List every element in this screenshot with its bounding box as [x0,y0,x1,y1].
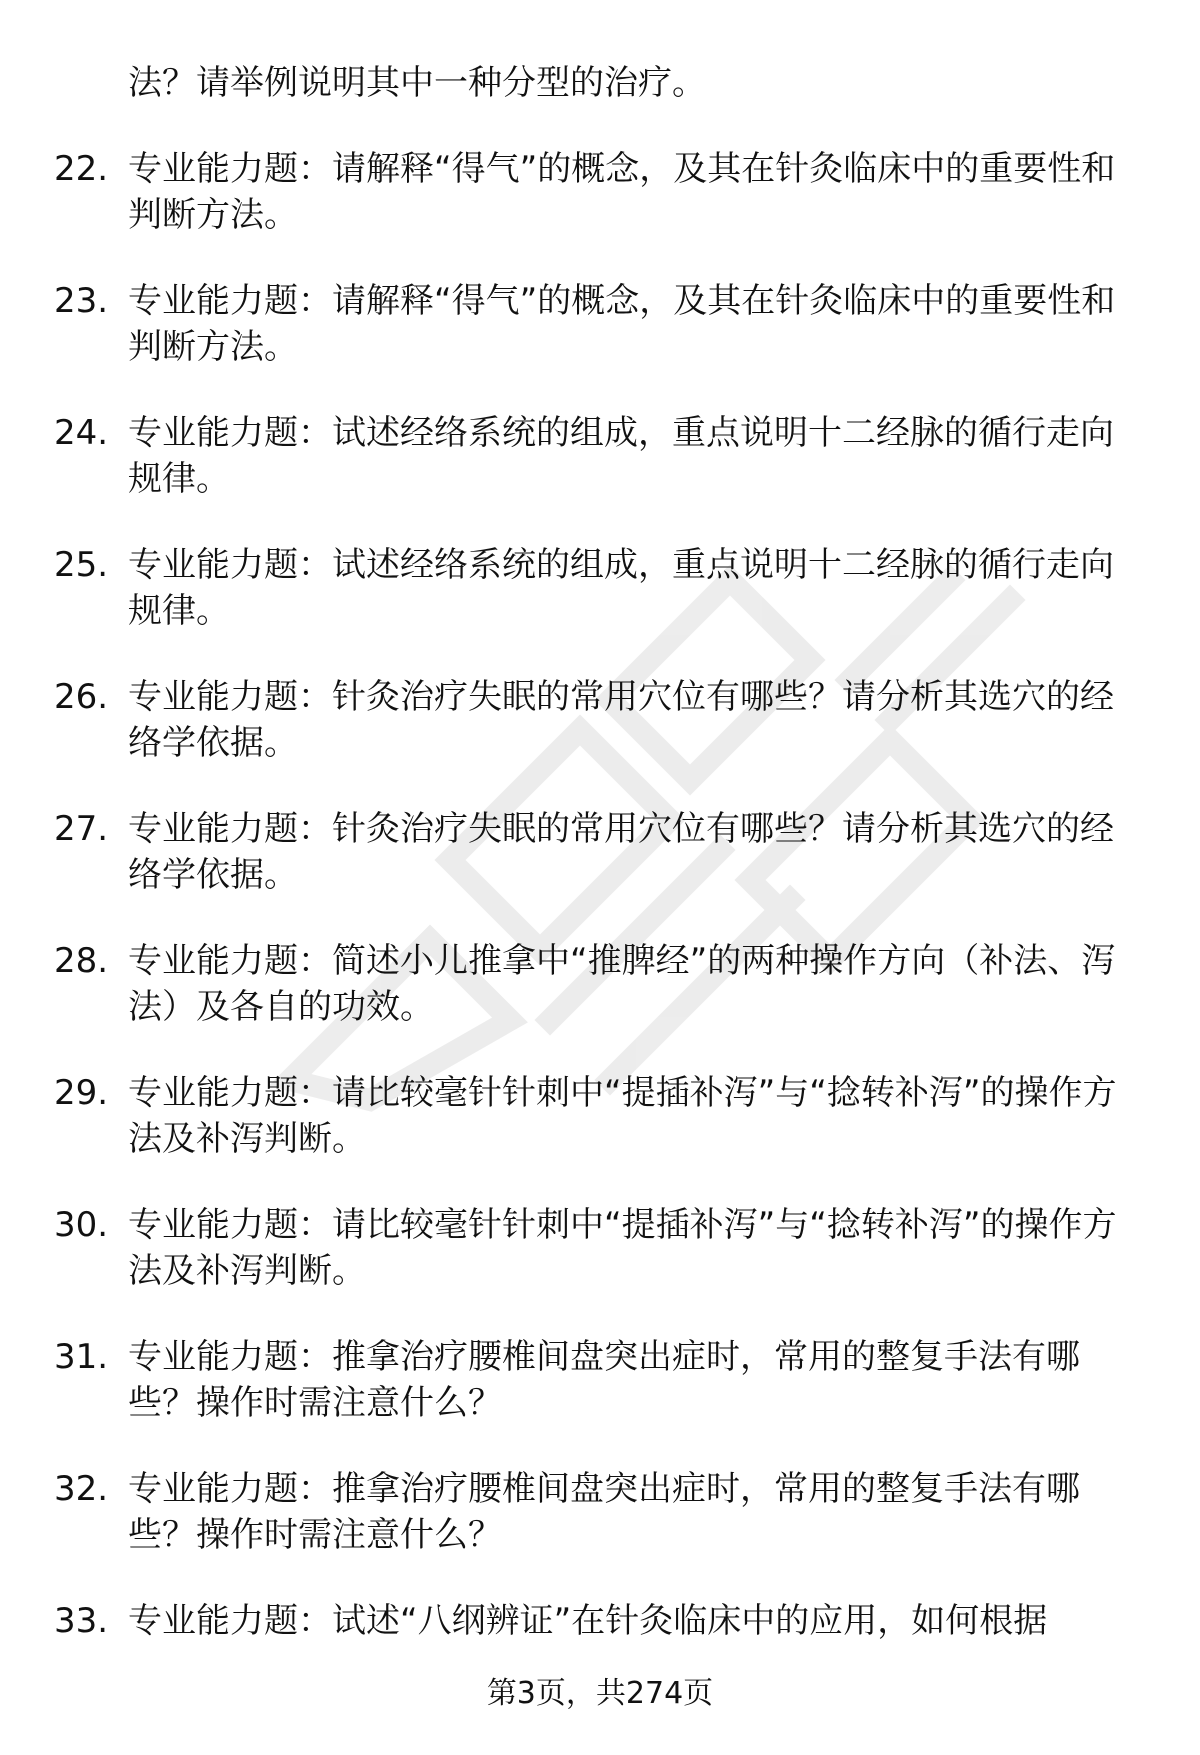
item-number: 29. [54,1073,109,1113]
continued-line: 法？请举例说明其中一种分型的治疗。 [128,63,706,103]
item-text: 专业能力题：试述“八纲辨证”在针灸临床中的应用，如何根据 [128,1601,1048,1641]
item-text: 专业能力题：试述经络系统的组成，重点说明十二经脉的循行走向规律。 [128,545,1114,631]
item-number: 25. [54,545,109,585]
item-text: 专业能力题：试述经络系统的组成，重点说明十二经脉的循行走向规律。 [128,413,1114,499]
list-item [0,1070,1200,1162]
item-number: 27. [54,809,109,849]
item-text: 专业能力题：推拿治疗腰椎间盘突出症时，常用的整复手法有哪些？操作时需注意什么？ [128,1337,1080,1423]
item-number: 31. [54,1337,109,1377]
item-number: 32. [54,1469,109,1509]
list-item [0,1202,1200,1294]
list-item [0,938,1200,1030]
item-number: 28. [54,941,109,981]
question-list [0,60,1200,1684]
list-item [0,146,1200,238]
list-item [0,278,1200,370]
item-text: 专业能力题：针灸治疗失眠的常用穴位有哪些？请分析其选穴的经络学依据。 [128,809,1114,895]
item-text: 专业能力题：请比较毫针针刺中“提插补泻”与“捻转补泻”的操作方法及补泻判断。 [128,1205,1117,1291]
item-number: 22. [54,149,109,189]
item-text: 专业能力题：请解释“得气”的概念，及其在针灸临床中的重要性和判断方法。 [128,149,1116,235]
page-number-footer: 第3页，共274页 [486,1676,714,1711]
item-text: 专业能力题：请解释“得气”的概念，及其在针灸临床中的重要性和判断方法。 [128,281,1116,367]
item-number: 30. [54,1205,109,1245]
list-item [0,410,1200,502]
list-item [0,674,1200,766]
item-number: 26. [54,677,109,717]
item-number: 24. [54,413,109,453]
list-item [0,1598,1200,1644]
list-item [0,806,1200,898]
list-item [0,542,1200,634]
list-item [0,1466,1200,1558]
item-number: 23. [54,281,109,321]
item-text: 专业能力题：推拿治疗腰椎间盘突出症时，常用的整复手法有哪些？操作时需注意什么？ [128,1469,1080,1555]
item-text: 专业能力题：请比较毫针针刺中“提插补泻”与“捻转补泻”的操作方法及补泻判断。 [128,1073,1117,1159]
item-text: 专业能力题：针灸治疗失眠的常用穴位有哪些？请分析其选穴的经络学依据。 [128,677,1114,763]
item-text: 专业能力题：简述小儿推拿中“推脾经”的两种操作方向（补法、泻法）及各自的功效。 [128,941,1116,1027]
item-number: 33. [54,1601,109,1641]
list-item [0,1334,1200,1426]
